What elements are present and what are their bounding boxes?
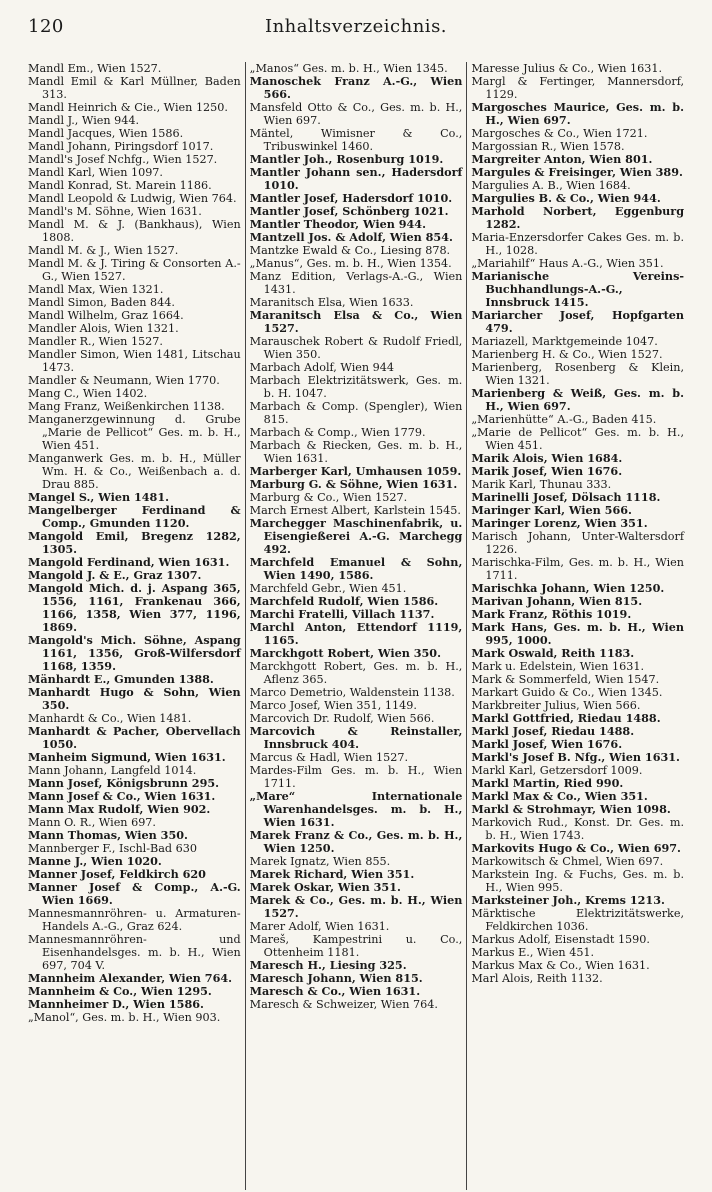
index-entry: Mannheim & Co., Wien 1295. — [28, 984, 212, 998]
index-entry: Marcovich & Reinstaller, Innsbruck 404. — [249, 724, 463, 751]
index-entry: Marianische Vereins-Buchhandlungs-A.-G., Innsbruck 1415. — [471, 269, 685, 309]
index-entry: Markl Max & Co., Wien 351. — [471, 789, 648, 803]
index-entry: Mariazell, Marktgemeinde 1047. — [471, 335, 658, 348]
index-entry: March Ernest Albert, Karlstein 1545. — [249, 504, 461, 517]
index-entry: Mandl's M. Söhne, Wien 1631. — [28, 205, 202, 218]
index-entry: Maringer Lorenz, Wien 351. — [471, 516, 648, 530]
index-entry: Mantzke Ewald & Co., Liesing 878. — [249, 244, 451, 257]
index-entry: Mannberger F., Ischl-Bad 630 — [28, 842, 197, 855]
index-entry: Mark Hans, Ges. m. b. H., Wien 995, 1000. — [471, 620, 685, 647]
index-entry: Mann Thomas, Wien 350. — [28, 828, 188, 842]
index-entry: Manhardt & Co., Wien 1481. — [28, 712, 192, 725]
index-entry: Markus E., Wien 451. — [471, 946, 595, 959]
index-entry: Mandl's Josef Nchfg., Wien 1527. — [28, 153, 218, 166]
index-entry: Maresch & Co., Wien 1631. — [249, 984, 421, 998]
index-entry: Marbach & Comp. (Spengler), Wien 815. — [249, 400, 463, 426]
index-entry: Manheim Sigmund, Wien 1631. — [28, 750, 226, 764]
index-entry: Margulies B. & Co., Wien 944. — [471, 191, 661, 205]
index-entry: Markl's Josef B. Nfg., Wien 1631. — [471, 750, 680, 764]
index-entry: Margosches Maurice, Ges. m. b. H., Wien 697. — [471, 100, 685, 127]
index-entry: Markl Karl, Getzersdorf 1009. — [471, 764, 643, 777]
index-entry: Marinelli Josef, Dölsach 1118. — [471, 490, 661, 504]
index-entry: Mäntel, Wimisner & Co., Tribuswinkel 1460. — [249, 127, 463, 153]
index-entry: Manner Josef & Comp., A.-G. Wien 1669. — [28, 880, 241, 907]
index-entry: Mangold J. & E., Graz 1307. — [28, 568, 202, 582]
index-entry: Mann Josef & Co., Wien 1631. — [28, 789, 216, 803]
index-entry: Mang C., Wien 1402. — [28, 387, 148, 400]
index-entry: Markl Martin, Ried 990. — [471, 776, 624, 790]
index-entry: Marhold Norbert, Eggenburg 1282. — [471, 204, 685, 231]
index-entry: Markstein Ing. & Fuchs, Ges. m. b. H., Wien 995. — [471, 868, 685, 894]
index-entry: Manner Josef, Feldkirch 620 — [28, 867, 206, 881]
index-entry: Marek Oskar, Wien 351. — [249, 880, 401, 894]
index-entry: Mantler Josef, Hadersdorf 1010. — [249, 191, 453, 205]
index-entry: Manoschek Franz A.-G., Wien 566. — [249, 74, 463, 101]
index-entry: „Manol“, Ges. m. b. H., Wien 903. — [28, 1011, 221, 1024]
index-entry: Mark u. Edelstein, Wien 1631. — [471, 660, 645, 673]
index-entry: „Marienhütte“ A.-G., Baden 415. — [471, 413, 657, 426]
page-title: Inhaltsverzeichnis. — [264, 16, 448, 37]
index-entry: Margosches & Co., Wien 1721. — [471, 127, 648, 140]
index-entry: Mannheimer D., Wien 1586. — [28, 997, 204, 1011]
index-entry: Mandler & Neumann, Wien 1770. — [28, 374, 220, 387]
index-entry: Mansfeld Otto & Co., Ges. m. b. H., Wien 697. — [249, 101, 463, 127]
index-entry: Mangold Mich. d. j. Aspang 365, 1556, 1161, Frankenau 366, 1166, 1358, Wien 377, 1196, 1869. — [28, 581, 241, 634]
index-entry: Margulies A. B., Wien 1684. — [471, 179, 631, 192]
index-entry: Marbach & Comp., Wien 1779. — [249, 426, 426, 439]
index-entry: Mariarcher Josef, Hopfgarten 479. — [471, 308, 685, 335]
index-entry: Mantler Joh., Rosenburg 1019. — [249, 152, 444, 166]
index-entry: Mandl Simon, Baden 844. — [28, 296, 175, 309]
index-entry: Märktische Elektrizitätswerke, Feldkirchen 1036. — [471, 907, 685, 933]
page-number: 120 — [28, 16, 64, 37]
index-entry: Marcovich Dr. Rudolf, Wien 566. — [249, 712, 435, 725]
index-entry: Margossian R., Wien 1578. — [471, 140, 625, 153]
index-entry: Marischka-Film, Ges. m. b. H., Wien 1711. — [471, 556, 685, 582]
index-entry: Mann O. R., Wien 697. — [28, 816, 156, 829]
index-entry: Maringer Karl, Wien 566. — [471, 503, 632, 517]
index-entry: Markl & Strohmayr, Wien 1098. — [471, 802, 671, 816]
index-entry: Mandl M. & J. Tiring & Consorten A.-G., Wien 1527. — [28, 257, 241, 283]
index-entry: Marchfeld Rudolf, Wien 1586. — [249, 594, 439, 608]
index-entry: Marburg G. & Söhne, Wien 1631. — [249, 477, 458, 491]
index-entry: Mandl Heinrich & Cie., Wien 1250. — [28, 101, 228, 114]
index-entry: Marik Alois, Wien 1684. — [471, 451, 623, 465]
index-entry: Mareš, Kampestrini u. Co., Ottenheim 1181. — [249, 933, 463, 959]
index-entry: Mannesmannröhren- u. Armaturen-Handels A.-G., Graz 624. — [28, 907, 241, 933]
index-entry: Manganerzgewinnung d. Grube „Marie de Pellicot“ Ges. m. b. H., Wien 451. — [28, 413, 241, 452]
index-entry: „Mariahilf“ Haus A.-G., Wien 351. — [471, 257, 664, 270]
index-entry: Mann Josef, Königsbrunn 295. — [28, 776, 220, 790]
index-entry: Mandl M. & J. (Bankhaus), Wien 1808. — [28, 218, 241, 244]
index-entry: Markovits Hugo & Co., Wien 697. — [471, 841, 681, 855]
index-entry: Maresch & Schweizer, Wien 764. — [249, 998, 438, 1011]
index-entry: Mandl Karl, Wien 1097. — [28, 166, 163, 179]
index-entry: Mandl Em., Wien 1527. — [28, 62, 162, 75]
index-entry: Marchfeld Emanuel & Sohn, Wien 1490, 1586. — [249, 555, 463, 582]
index-entry: Markbreiter Julius, Wien 566. — [471, 699, 641, 712]
index-entry: „Manus“, Ges. m. b. H., Wien 1354. — [249, 257, 452, 270]
index-entry: Mantler Josef, Schönberg 1021. — [249, 204, 449, 218]
index-entry: Maresch H., Liesing 325. — [249, 958, 407, 972]
index-entry: Markovich Rud., Konst. Dr. Ges. m. b. H., Wien 1743. — [471, 816, 685, 842]
index-entry: Marco Demetrio, Waldenstein 1138. — [249, 686, 455, 699]
index-entry: Marco Josef, Wien 351, 1149. — [249, 699, 417, 712]
index-entry: Markus Max & Co., Wien 1631. — [471, 959, 650, 972]
index-entry: Mangold Ferdinand, Wien 1631. — [28, 555, 230, 569]
index-entry: Marchl Anton, Ettendorf 1119, 1165. — [249, 620, 463, 647]
index-entry: Mandl Emil & Karl Müllner, Baden 313. — [28, 75, 241, 101]
index-entry: Mandl Wilhelm, Graz 1664. — [28, 309, 184, 322]
index-entry: Maranitsch Elsa, Wien 1633. — [249, 296, 414, 309]
index-entry: Marchegger Maschinenfabrik, u. Eisengießerei A.-G. Marchegg 492. — [249, 516, 463, 556]
index-entry: Mandl Jacques, Wien 1586. — [28, 127, 184, 140]
index-entry: Markl Josef, Riedau 1488. — [471, 724, 635, 738]
index-entry: Mandler R., Wien 1527. — [28, 335, 163, 348]
index-entry: Maranitsch Elsa & Co., Wien 1527. — [249, 308, 463, 335]
index-entry: Mark & Sommerfeld, Wien 1547. — [471, 673, 660, 686]
index-entry: Margl & Fertinger, Mannersdorf, 1129. — [471, 75, 685, 101]
index-entry: Marbach Elektrizitätswerk, Ges. m. b. H. 1047. — [249, 374, 463, 400]
index-entry: Marek Richard, Wien 351. — [249, 867, 415, 881]
index-column-2 — [245, 62, 467, 1190]
index-entry: Mannesmannröhren- und Eisenhandelsges. m. b. H., Wien 697, 704 V. — [28, 933, 241, 972]
index-entry: Mandl Max, Wien 1321. — [28, 283, 164, 296]
index-entry: Marckhgott Robert, Wien 350. — [249, 646, 441, 660]
index-entry: Mark Franz, Röthis 1019. — [471, 607, 632, 621]
index-entry: Markl Josef, Wien 1676. — [471, 737, 623, 751]
index-entry: Mantler Johann sen., Hadersdorf 1010. — [249, 165, 463, 192]
index-entry: Mangold Emil, Bregenz 1282, 1305. — [28, 529, 241, 556]
index-entry: Mann Johann, Langfeld 1014. — [28, 764, 197, 777]
index-entry: Mandl M. & J., Wien 1527. — [28, 244, 179, 257]
index-entry: Mantler Theodor, Wien 944. — [249, 217, 426, 231]
index-entry: Margreiter Anton, Wien 801. — [471, 152, 653, 166]
index-entry: Marienberg, Rosenberg & Klein, Wien 1321. — [471, 361, 685, 387]
index-entry: Mannheim Alexander, Wien 764. — [28, 971, 233, 985]
index-entry: Manhardt Hugo & Sohn, Wien 350. — [28, 685, 241, 712]
index-column-1 — [24, 62, 245, 1190]
index-entry: Maria-Enzersdorfer Cakes Ges. m. b. H., 1028. — [471, 231, 685, 257]
index-entry: Maresse Julius & Co., Wien 1631. — [471, 62, 663, 75]
index-entry: Mark Oswald, Reith 1183. — [471, 646, 635, 660]
index-entry: Mangold's Mich. Söhne, Aspang 1161, 1356, Groß-Wilfersdorf 1168, 1359. — [28, 633, 241, 673]
index-entry: Marksteiner Joh., Krems 1213. — [471, 893, 665, 907]
index-entry: Mandler Simon, Wien 1481, Litschau 1473. — [28, 348, 241, 374]
index-entry: Marivan Johann, Wien 815. — [471, 594, 643, 608]
index-entry: Marburg & Co., Wien 1527. — [249, 491, 408, 504]
index-entry: Mandl Leopold & Ludwig, Wien 764. — [28, 192, 237, 205]
index-entry: Marchfeld Gebr., Wien 451. — [249, 582, 407, 595]
index-entry: Manganwerk Ges. m. b. H., Müller Wm. H. & Co., Weißenbach a. d. Drau 885. — [28, 452, 241, 491]
index-entry: Mangelberger Ferdinand & Comp., Gmunden 1120. — [28, 503, 241, 530]
index-entry: Manz Edition, Verlags-A.-G., Wien 1431. — [249, 270, 463, 296]
index-entry: Mang Franz, Weißenkirchen 1138. — [28, 400, 225, 413]
index-entry: Mandler Alois, Wien 1321. — [28, 322, 179, 335]
index-entry: „Manos“ Ges. m. b. H., Wien 1345. — [249, 62, 448, 75]
index-columns — [24, 62, 688, 1190]
index-entry: „Mare“ Internationale Warenhandelsges. m. b. H., Wien 1631. — [249, 789, 463, 829]
index-entry: Marek Franz & Co., Ges. m. b. H., Wien 1250. — [249, 828, 463, 855]
index-entry: Mantzell Jos. & Adolf, Wien 854. — [249, 230, 453, 244]
index-entry: Marl Alois, Reith 1132. — [471, 972, 603, 985]
index-entry: Markart Guido & Co., Wien 1345. — [471, 686, 663, 699]
index-entry: Marik Josef, Wien 1676. — [471, 464, 623, 478]
index-entry: „Marie de Pellicot“ Ges. m. b. H., Wien 451. — [471, 426, 685, 452]
index-entry: Marienberg H. & Co., Wien 1527. — [471, 348, 663, 361]
index-entry: Marberger Karl, Umhausen 1059. — [249, 464, 462, 478]
index-entry: Markl Gottfried, Riedau 1488. — [471, 711, 661, 725]
index-entry: Margules & Freisinger, Wien 389. — [471, 165, 683, 179]
index-entry: Marcus & Hadl, Wien 1527. — [249, 751, 408, 764]
index-entry: Marbach Adolf, Wien 944 — [249, 361, 395, 374]
index-entry: Marek Ignatz, Wien 855. — [249, 855, 391, 868]
index-entry: Marischka Johann, Wien 1250. — [471, 581, 665, 595]
index-entry: Marauschek Robert & Rudolf Friedl, Wien 350. — [249, 335, 463, 361]
index-entry: Mann Max Rudolf, Wien 902. — [28, 802, 211, 816]
index-entry: Maresch Johann, Wien 815. — [249, 971, 423, 985]
index-entry: Mänhardt E., Gmunden 1388. — [28, 672, 214, 686]
index-entry: Manne J., Wien 1020. — [28, 854, 162, 868]
index-entry: Marisch Johann, Unter-Waltersdorf 1226. — [471, 530, 685, 556]
index-entry: Mardes-Film Ges. m. b. H., Wien 1711. — [249, 764, 463, 790]
index-entry: Markowitsch & Chmel, Wien 697. — [471, 855, 664, 868]
index-entry: Mangel S., Wien 1481. — [28, 490, 170, 504]
index-entry: Mandl J., Wien 944. — [28, 114, 140, 127]
index-entry: Markus Adolf, Eisenstadt 1590. — [471, 933, 650, 946]
index-entry: Marckhgott Robert, Ges. m. b. H., Aflenz 365. — [249, 660, 463, 686]
index-entry: Marer Adolf, Wien 1631. — [249, 920, 390, 933]
index-entry: Marik Karl, Thunau 333. — [471, 478, 612, 491]
index-entry: Marek & Co., Ges. m. b. H., Wien 1527. — [249, 893, 463, 920]
index-entry: Marienberg & Weiß, Ges. m. b. H., Wien 697. — [471, 386, 685, 413]
index-entry: Mandl Konrad, St. Marein 1186. — [28, 179, 212, 192]
index-entry: Marchi Fratelli, Villach 1137. — [249, 607, 435, 621]
index-entry: Marbach & Riecken, Ges. m. b. H., Wien 1631. — [249, 439, 463, 465]
index-entry: Manhardt & Pacher, Obervellach 1050. — [28, 724, 241, 751]
index-column-3 — [466, 62, 688, 1190]
index-entry: Mandl Johann, Piringsdorf 1017. — [28, 140, 214, 153]
